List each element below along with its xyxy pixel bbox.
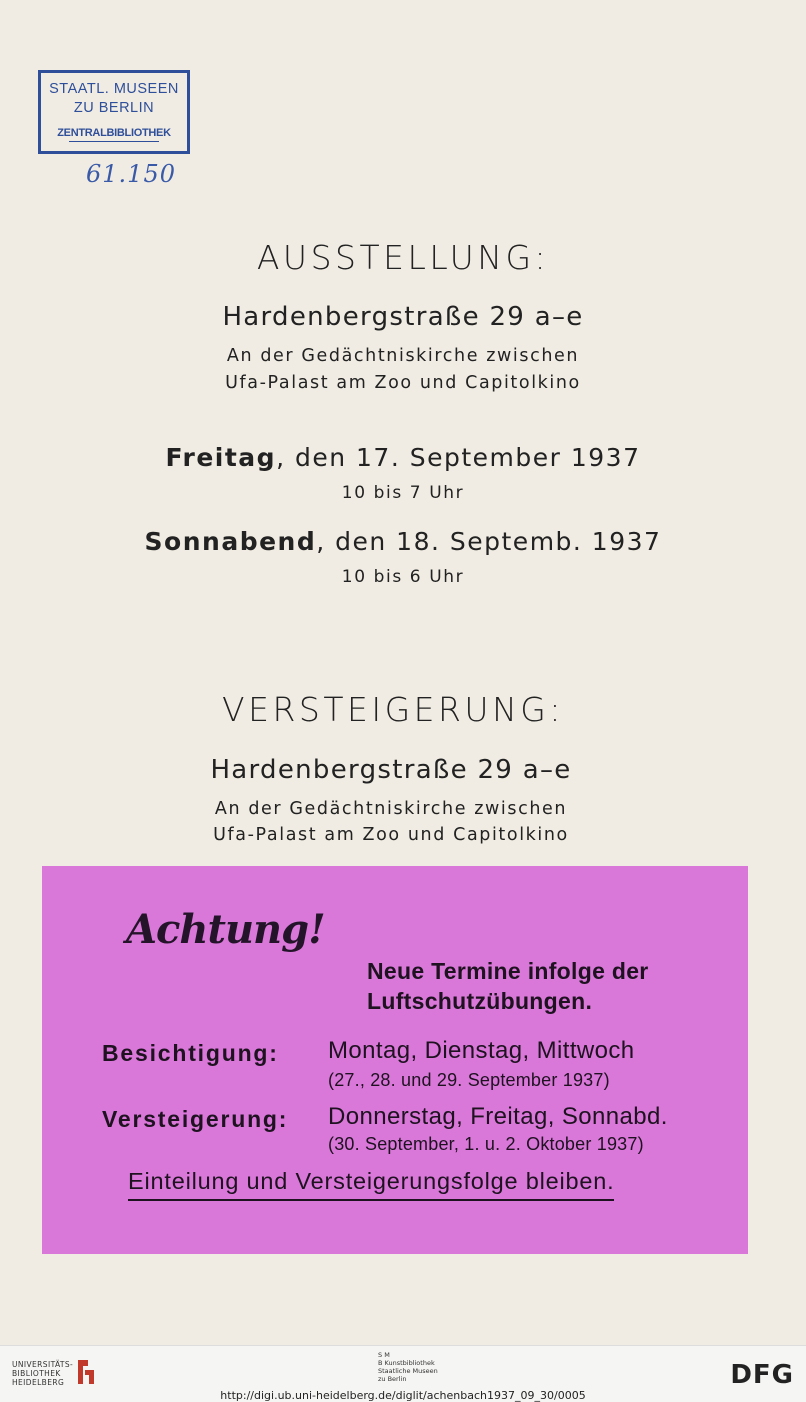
stamp-line-2: ZU BERLIN xyxy=(73,100,155,116)
smb-logo-text[interactable] xyxy=(378,1351,438,1383)
notice-line-2: Luftschutzübungen. xyxy=(367,988,593,1014)
day-name-saturday: Sonnabend xyxy=(144,527,317,556)
stamp-line-1: STAATL. MUSEEN xyxy=(49,81,179,97)
date-saturday-text: , den 18. Septemb. 1937 xyxy=(316,527,662,556)
date-friday-text: , den 17. September 1937 xyxy=(276,443,641,472)
besichtigung-dates: (27., 28. und 29. September 1937) xyxy=(328,1070,610,1090)
smb-line-3: Staatliche Museen xyxy=(378,1367,438,1375)
smb-line-4: zu Berlin xyxy=(378,1375,407,1383)
smb-line-2: B Kunstbibliothek xyxy=(378,1359,435,1367)
uhd-line-3: HEIDELBERG xyxy=(12,1378,65,1387)
notice-text xyxy=(367,956,649,1016)
versteigerung-location-line-1: An der Gedächtniskirche zwischen xyxy=(214,799,568,819)
achtung-heading: Achtung! xyxy=(126,906,325,953)
stamp-line-3: ZENTRALBIBLIOTHEK xyxy=(41,127,187,139)
ausstellung-location-line-1: An der Gedächtniskirche zwischen xyxy=(226,346,580,366)
library-stamp xyxy=(38,70,190,154)
time-friday: 10 bis 7 Uhr xyxy=(341,483,465,503)
library-footer-bar xyxy=(0,1345,806,1402)
permalink-url[interactable]: http://digi.ub.uni-heidelberg.de/diglit/achenbach1937_09_30/0005 xyxy=(220,1389,586,1402)
ausstellung-location-line-2: Ufa-Palast am Zoo und Capitolkino xyxy=(225,373,581,393)
versteigerung-dates: (30. September, 1. u. 2. Oktober 1937) xyxy=(328,1134,644,1154)
besichtigung-label: Besichtigung: xyxy=(102,1040,279,1066)
uhd-logo-icon[interactable] xyxy=(76,1358,96,1386)
uhd-line-2: BIBLIOTHEK xyxy=(12,1369,61,1378)
time-saturday: 10 bis 6 Uhr xyxy=(341,567,465,587)
besichtigung-days: Montag, Dienstag, Mittwoch xyxy=(328,1037,635,1064)
ausstellung-heading: AUSSTELLUNG: xyxy=(256,238,550,277)
ausstellung-address: Hardenbergstraße 29 a–e xyxy=(222,302,584,332)
notice-slip xyxy=(42,866,748,1254)
versteigerung-heading: VERSTEIGERUNG: xyxy=(222,690,564,729)
smb-line-1: S M xyxy=(378,1351,390,1359)
footer-notice: Einteilung und Versteigerungsfolge bleiben. xyxy=(128,1168,614,1201)
versteigerung-days: Donnerstag, Freitag, Sonnabd. xyxy=(328,1103,668,1130)
versteigerung-address: Hardenbergstraße 29 a–e xyxy=(210,755,572,785)
notice-line-1: Neue Termine infolge der xyxy=(367,958,649,984)
day-name-friday: Freitag xyxy=(165,443,277,472)
versteigerung-label: Versteigerung: xyxy=(102,1106,289,1132)
uhd-line-1: UNIVERSITÄTS- xyxy=(12,1360,74,1369)
date-friday xyxy=(0,443,806,472)
uhd-logo-text[interactable] xyxy=(12,1360,73,1387)
call-number: 61.150 xyxy=(86,160,176,188)
versteigerung-location-line-2: Ufa-Palast am Zoo und Capitolkino xyxy=(213,825,569,845)
date-saturday xyxy=(0,527,806,556)
dfg-logo[interactable]: DFG xyxy=(730,1360,794,1390)
